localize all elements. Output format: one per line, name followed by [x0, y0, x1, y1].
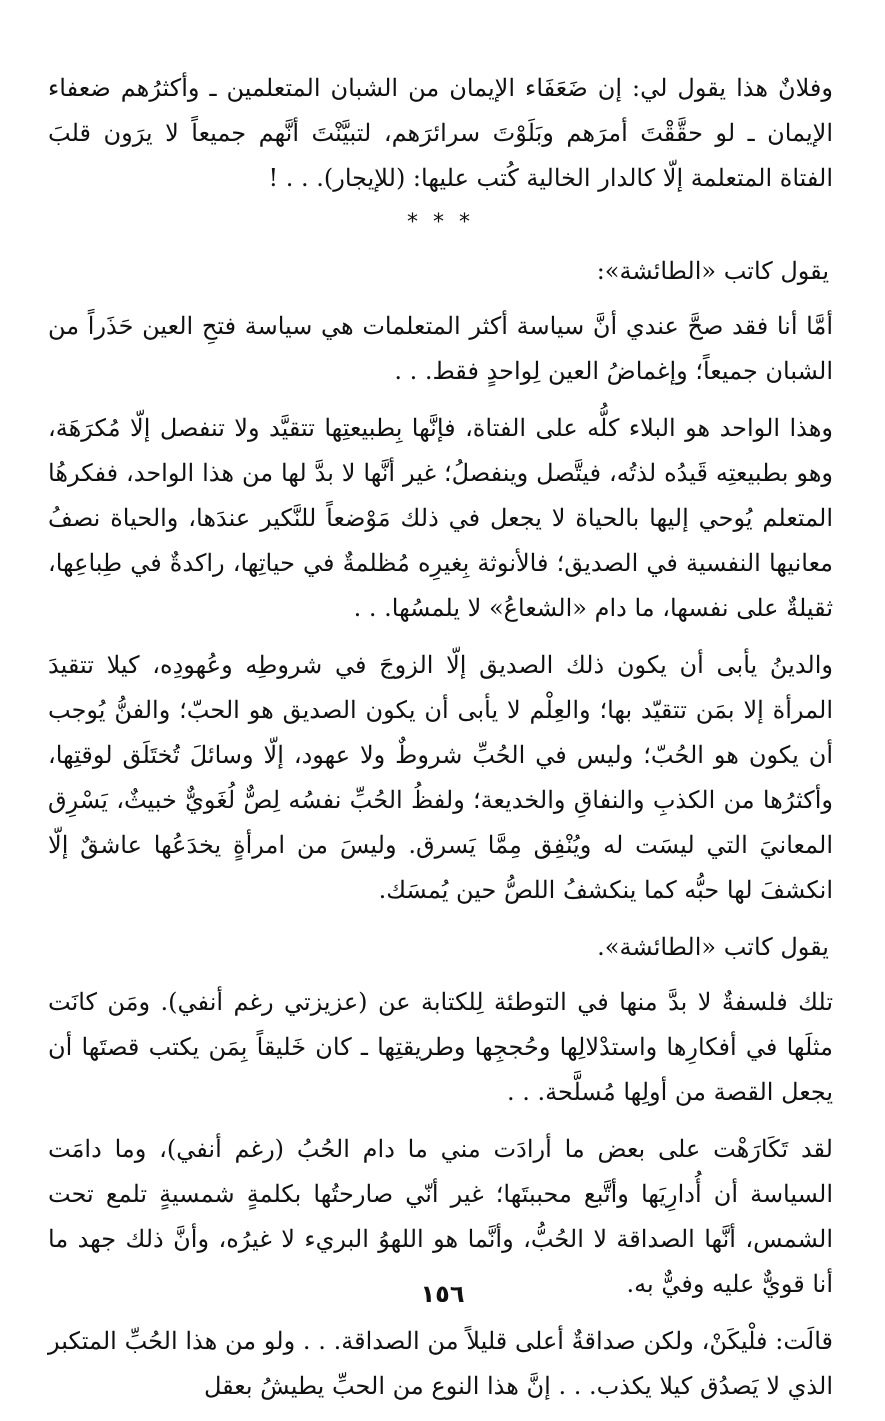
paragraph-3: وهذا الواحد هو البلاء كلُّه على الفتاة، فإنَّها بِطبيعتِها تتقيَّد ولا تنفصل إلّا مُكرَهَة، وهو بطبيعتِه قَيدُه لذتُه، فيتَّصل وينفصلُ؛ غير أنَّها لا بدَّ لها من هذا الواحد، ففكرهُا المتعلم يُوحي إليها بالحياة لا يجعل في ذلك مَوْضعاً للنَّكير عندَها، والحياة نصفُ معانيها النفسية في الصديق؛ فالأنوثة بِغيرِه مُظلمةٌ في حياتِها، راكدةٌ في طِباعِها، ثقيلةٌ على نفسها، ما دام «الشعاعُ» لا يلمسُها. . . [48, 414, 833, 622]
section-heading-1: يقول كاتب «الطائشة»: [596, 257, 829, 285]
page-text-block [48, 66, 833, 1421]
paragraph-7: قالَت: فلْيكَنْ، ولكن صداقةٌ أعلى قليلاً من الصداقة. . . ولو من هذا الحُبِّ المتكبر الذي لا يَصدُق كيلا يكذب. . . إنَّ هذا النوع من الحبِّ يطيشُ بعقل [48, 1327, 833, 1400]
paragraph-4: والدينُ يأبى أن يكون ذلك الصديق إلّا الزوجَ في شروطِه وعُهودِه، كيلا تتقيدَ المرأة إلا بمَن تتقيّد بها؛ والعِلْم لا يأبى أن يكون الصديق هو الحبّ؛ والفنُّ يُوجب أن يكون هو الحُبّ؛ وليس في الحُبِّ شروطٌ ولا عهود، إلّا وسائلَ تُختَلَق لوقتِها، وأكثرُها من الكذبِ والنفاقِ والخديعة؛ ولفظُ الحُبِّ نفسُه لِصٌّ لُغَويٌّ خبيثٌ، يَسْرِق المعانيَ التي ليسَت له ويُنْفِق مِمَّا يَسرق. وليسَ من امرأةٍ يخدَعُها عاشقٌ إلّا انكشفَ لها حبُّه كما ينكشفُ اللصُّ حين يُمسَك. [48, 651, 833, 904]
paragraph-6: لقد تَكَارَهْت على بعض ما أرادَت مني ما دام الحُبُ (رغم أنفي)، وما دامَت السياسة أن أُدارِيَها وأتَّبع محببتَها؛ غير أنّي صارحتُها بكلمةٍ شمسيةٍ تلمع تحت الشمس، أنَّها الصداقة لا الحُبُّ، وأنَّما هو اللهوُ البريء لا غيرُه، وأنَّ ذلك جهد ما أنا قويٌّ عليه وفيٌّ به. [48, 1135, 833, 1298]
section-separator: * * * [407, 210, 474, 235]
paragraph-1: وفلانٌ هذا يقول لي: إن ضَعَفَاء الإيمان من الشبان المتعلمين ـ وأكثرُهم ضعفاء الإيمان ـ لو حقَّقْتَ أمرَهم وبَلَوْتَ سرائرَهم، لتبيَّنْتَ أنَّهم جميعاً لا يرَون قلبَ الفتاة المتعلمة إلّا كالدار الخالية كُتب عليها: (للإيجار). . . ! [48, 74, 833, 192]
page-number: ١٥٦ [420, 1280, 465, 1308]
section-heading-2: يقول كاتب «الطائشة». [597, 933, 829, 961]
paragraph-5: تلك فلسفةٌ لا بدَّ منها في التوطئة لِلكتابة عن (عزيزتي رغم أنفي). ومَن كانَت مثلَها في أفكارِها واستدْلالِها وحُججِها وطريقتِها ـ كان خَليقاً بِمَن يكتب قصتَها أن يجعل القصة من أولِها مُسلَّحة. . . [48, 988, 833, 1106]
paragraph-2: أمَّا أنا فقد صحَّ عندي أنَّ سياسة أكثر المتعلمات هي سياسة فتحِ العين حَذَراً من الشبان جميعاً؛ وإغماضُ العين لِواحدٍ فقط. . . [48, 312, 833, 385]
